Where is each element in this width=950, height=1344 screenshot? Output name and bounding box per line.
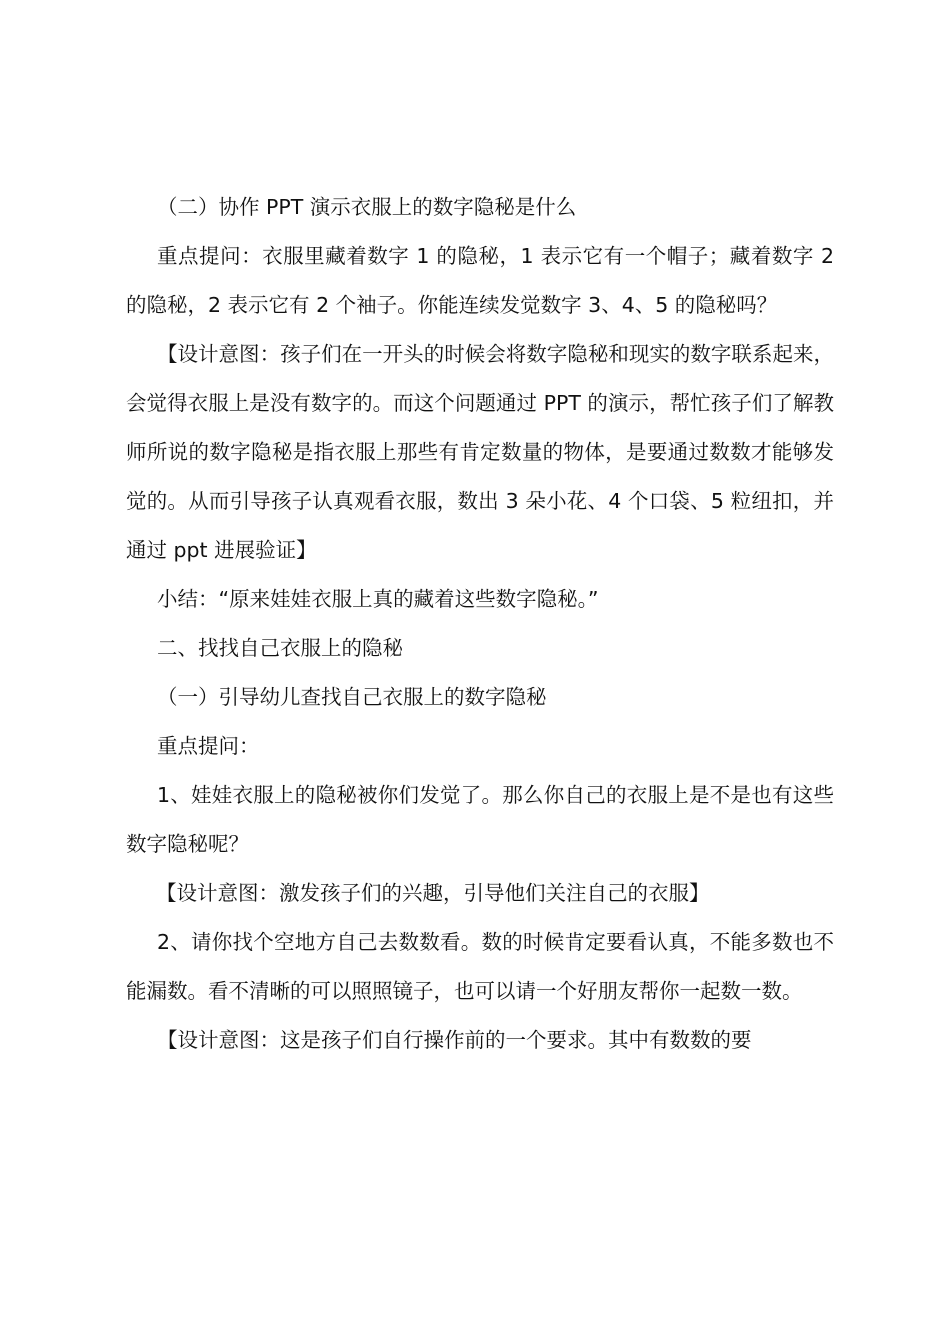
summary-paragraph: 小结：“原来娃娃衣服上真的藏着这些数字隐秘。” [157,587,599,611]
section-heading-ppt-demo: （二）协作 PPT 演示衣服上的数字隐秘是什么 [157,195,577,219]
design-intent-interest: 【设计意图：激发孩子们的兴趣，引导他们关注自己的衣服】 [156,881,710,905]
design-intent-paragraph: 【设计意图：孩子们在一开头的时候会将数字隐秘和现实的数字联系起来，会觉得衣服上是没有数字的。而这个问题通过 PPT 的演示，帮忙孩子们了解教师所说的数字隐秘是指衣服上那些有肯定数量的物体，是要通过数数才能够发觉的。从而引导孩子认真观看衣服，数出 3 朵小花、4 个口袋、5 粒纽扣，并通过 ppt 进展验证】 [126,342,834,562]
design-intent-requirements: 【设计意图：这是孩子们自行操作前的一个要求。其中有数数的要 [157,1028,752,1052]
question-item-1: 1、娃娃衣服上的隐秘被你们发觉了。那么你自己的衣服上是不是也有这些数字隐秘呢？ [126,783,834,856]
key-question-label: 重点提问： [157,734,260,758]
document-body [126,183,834,1065]
section-heading-find-secrets: 二、找找自己衣服上的隐秘 [157,636,403,660]
key-question-paragraph: 重点提问：衣服里藏着数字 1 的隐秘，1 表示它有一个帽子；藏着数字 2 的隐秘，2 表示它有 2 个袖子。你能连续发觉数字 3、4、5 的隐秘吗？ [126,244,834,317]
subsection-heading-guide-children: （一）引导幼儿查找自己衣服上的数字隐秘 [157,685,547,709]
question-item-2: 2、请你找个空地方自己去数数看。数的时候肯定要看认真，不能多数也不能漏数。看不清晰的可以照照镜子，也可以请一个好朋友帮你一起数一数。 [126,930,834,1003]
